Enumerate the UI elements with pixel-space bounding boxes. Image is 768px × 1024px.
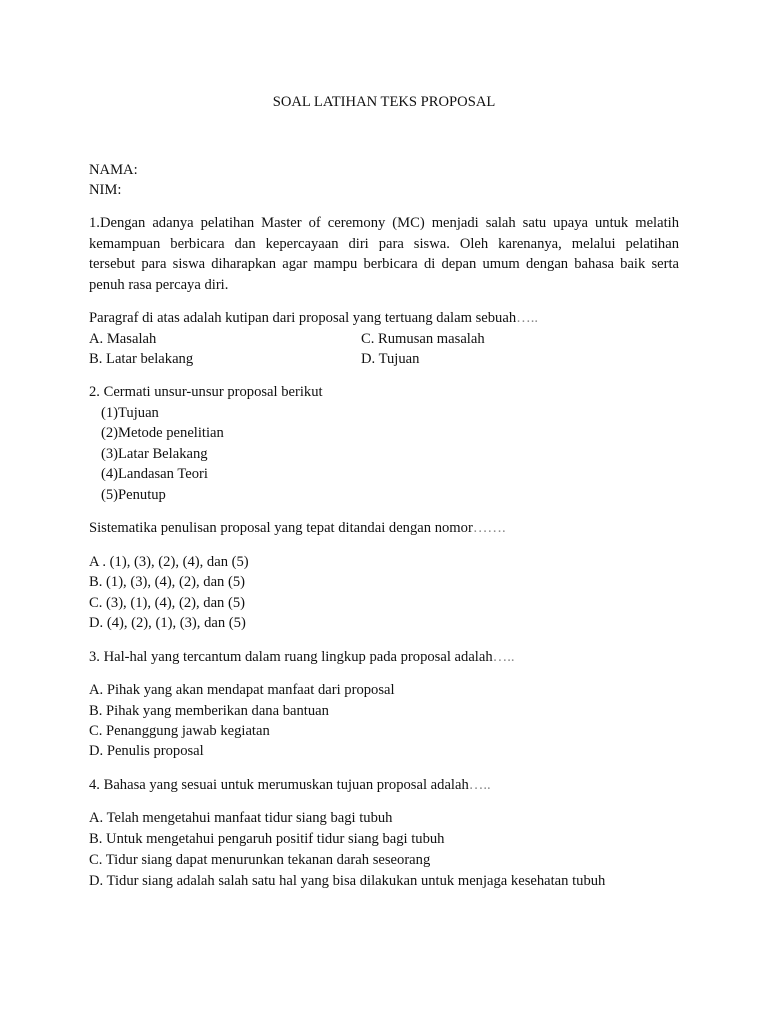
q2-item: (1)Tujuan [101, 405, 159, 421]
q4-option-c: C. Tidur siang dapat menurunkan tekanan darah seseorang [89, 852, 431, 868]
q3-option-c: C. Penanggung jawab kegiatan [89, 723, 270, 739]
q2-option-c: C. (3), (1), (4), (2), dan (5) [89, 595, 246, 611]
q1-option-c: C. Rumusan masalah [361, 331, 485, 347]
q2-option-a: A . (1), (3), (2), (4), dan (5) [89, 554, 249, 570]
q1-option-row [89, 349, 679, 369]
q1-question [89, 308, 679, 328]
q3-question-dots: ….. [492, 649, 515, 665]
q4-question-dots: ….. [468, 777, 491, 793]
q2-option-b: B. (1), (3), (4), (2), dan (5) [89, 574, 246, 590]
q3-question [89, 647, 679, 667]
q3-question-text: 3. Hal-hal yang tercantum dalam ruang lingkup pada proposal adalah [89, 649, 493, 665]
q2-option-d: D. (4), (2), (1), (3), dan (5) [89, 615, 246, 631]
q2-text: 2. Cermati unsur-unsur proposal berikut [89, 384, 323, 400]
q1-option-b: B. Latar belakang [89, 351, 194, 367]
q1-text-line: tersebut para siswa diharapkan agar mampu berbicara di depan umum dengan bahasa baik serta [89, 256, 679, 272]
q4-question [89, 775, 679, 795]
q2-item: (3)Latar Belakang [101, 446, 208, 462]
nim-label: NIM: [89, 182, 122, 198]
q2-question-dots: ……. [472, 520, 506, 536]
document-title: SOAL LATIHAN TEKS PROPOSAL [272, 94, 496, 110]
q3-option-a: A. Pihak yang akan mendapat manfaat dari proposal [89, 682, 395, 698]
q2-question-text: Sistematika penulisan proposal yang tepat ditandai dengan nomor [89, 520, 473, 536]
q1-option-d: D. Tujuan [361, 351, 420, 367]
q1-question-dots: ….. [516, 310, 539, 326]
q1-text-line: penuh rasa percaya diri. [89, 277, 229, 293]
q3-option-b: B. Pihak yang memberikan dana bantuan [89, 703, 329, 719]
q2-item: (4)Landasan Teori [101, 466, 208, 482]
q4-option-b: B. Untuk mengetahui pengaruh positif tidur siang bagi tubuh [89, 831, 445, 847]
q4-option-d: D. Tidur siang adalah salah satu hal yang bisa dilakukan untuk menjaga kesehatan tubuh [89, 873, 606, 889]
q1-text-line: 1.Dengan adanya pelatihan Master of ceremony (MC) menjadi salah satu upaya untuk melatih [89, 215, 679, 231]
q4-option-a: A. Telah mengetahui manfaat tidur siang bagi tubuh [89, 810, 393, 826]
q2-item: (5)Penutup [101, 487, 166, 503]
q1-text-line: kemampuan berbicara dan kepercayaan diri para siswa. Oleh karenanya, melalui pelatihan [89, 236, 679, 252]
q1-option-a: A. Masalah [89, 331, 157, 347]
q3-option-d: D. Penulis proposal [89, 743, 204, 759]
q1-question-text: Paragraf di atas adalah kutipan dari proposal yang tertuang dalam sebuah [89, 310, 517, 326]
q1-option-row [89, 329, 679, 349]
q2-question [89, 518, 679, 538]
q4-question-text: 4. Bahasa yang sesuai untuk merumuskan tujuan proposal adalah [89, 777, 469, 793]
name-label: NAMA: [89, 162, 138, 178]
q2-item: (2)Metode penelitian [101, 425, 224, 441]
